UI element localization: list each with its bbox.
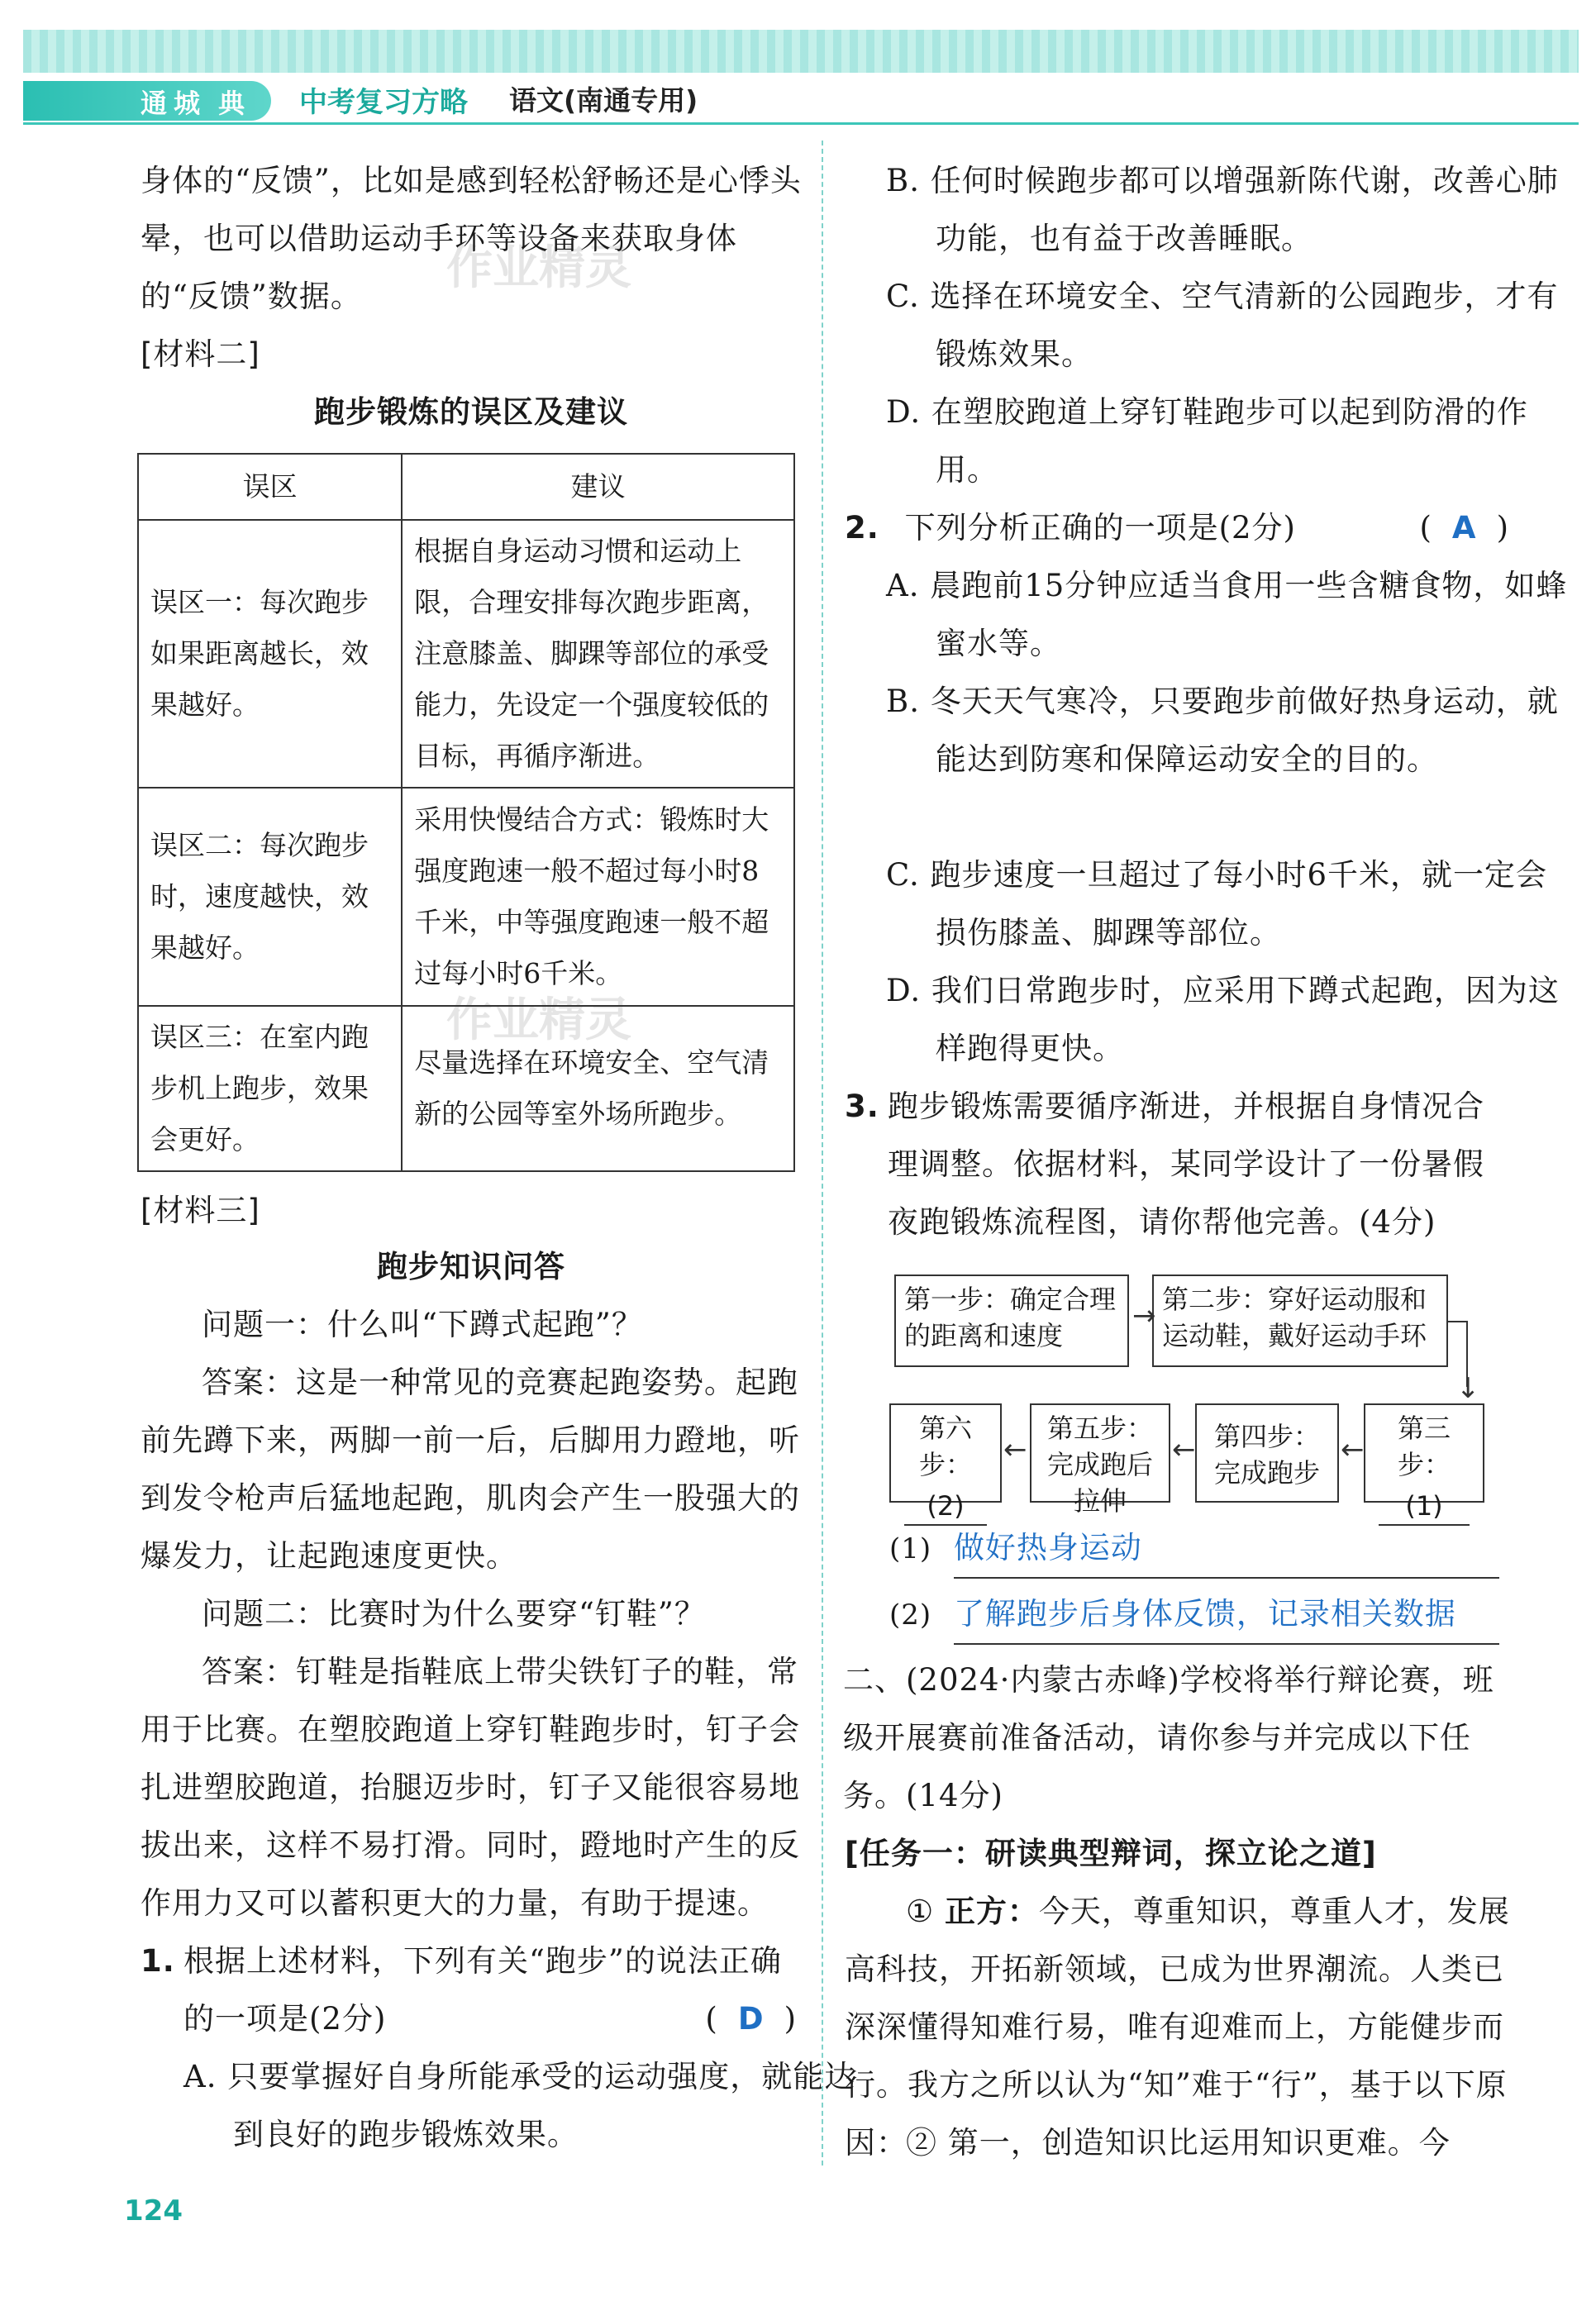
para-2-number: ② bbox=[906, 2125, 937, 2161]
q2-option-a: A. 晨跑前15分钟应适当食用一些含糖食物，如蜂蜜水等。 bbox=[886, 568, 1568, 661]
table-cell: 采用快慢结合方式：锻炼时大强度跑速一般不超过每小时8千米，中等强度跑速一般不超过每小时6千米。 bbox=[402, 788, 794, 1006]
table-header-cell: 误区 bbox=[138, 454, 402, 520]
table-cell: 尽量选择在环境安全、空气清新的公园等室外场所跑步。 bbox=[402, 1006, 794, 1171]
q2-answer: A bbox=[1451, 510, 1477, 546]
q1-option-c: C. 选择在环境安全、空气清新的公园跑步，才有锻炼效果。 bbox=[886, 279, 1559, 372]
debate-para-2 bbox=[845, 2114, 1514, 2172]
material1-tail: 身体的“反馈”，比如是感到轻松舒畅还是心悸头晕，也可以借助运动手环等设备来获取身体的“反馈”数据。 bbox=[141, 163, 802, 314]
q1-number: 1. bbox=[141, 1943, 175, 1979]
mcq-1 bbox=[141, 1932, 802, 2048]
flow-step-6-label: 第六步： bbox=[918, 1413, 972, 1480]
watermark-1: 作业精灵 bbox=[446, 241, 631, 295]
flow-step-3 bbox=[1364, 1403, 1484, 1522]
arrow-down-icon: ↓ bbox=[1456, 1372, 1480, 1405]
q1-option-d: D. 在塑胶跑道上穿钉鞋跑步可以起到防滑的作用。 bbox=[886, 394, 1528, 488]
table-cell: 根据自身运动习惯和运动上限，合理安排每次跑步距离，注意膝盖、脚踝等部位的承受能力，先设定一个强度较低的目标，再循序渐进。 bbox=[402, 520, 794, 788]
flow-step-3-blank: (1) bbox=[1379, 1488, 1470, 1526]
mcq-2 bbox=[845, 499, 1514, 557]
book-title: 中考复习方略 bbox=[299, 86, 468, 119]
q2-stem: 下列分析正确的一项是(2分) bbox=[904, 510, 1296, 546]
q1-paren-open: ( bbox=[705, 2001, 718, 2037]
arrow-left-icon: ← bbox=[1172, 1433, 1196, 1466]
table-cell: 误区三：在室内跑步机上跑步，效果会更好。 bbox=[138, 1006, 402, 1171]
section-2-intro: 二、(2024·内蒙古赤峰)学校将举行辩论赛，班级开展赛前准备活动，请你参与并完成以下任务。(14分) bbox=[843, 1662, 1494, 1813]
material3-title: 跑步知识问答 bbox=[377, 1249, 565, 1284]
table-cell: 误区一：每次跑步如果距离越长，效果越好。 bbox=[138, 520, 402, 788]
q1-option-b: B. 任何时候跑步都可以增强新陈代谢，改善心肺功能，也有益于改善睡眠。 bbox=[886, 163, 1559, 256]
arrow-left-icon: ← bbox=[1003, 1433, 1027, 1466]
flow-step-3-label: 第三步： bbox=[1397, 1413, 1451, 1480]
q3-number: 3. bbox=[845, 1089, 879, 1124]
fill-2-label: (2) bbox=[889, 1598, 932, 1632]
q1-stem bbox=[183, 1932, 802, 2048]
q2-option-c: C. 跑步速度一旦超过了每小时6千米，就一定会损伤膝盖、脚踝等部位。 bbox=[886, 857, 1548, 951]
q1-answer: D bbox=[737, 2001, 765, 2037]
table-cell: 误区二：每次跑步时，速度越快，效果越好。 bbox=[138, 788, 402, 1006]
fill-1-row bbox=[889, 1519, 1534, 1579]
flow-step-4: 第四步：完成跑步 bbox=[1195, 1403, 1339, 1503]
question1-text: 问题一：什么叫“下蹲式起跑”？ bbox=[202, 1307, 643, 1342]
header-pattern-bar bbox=[23, 30, 1579, 73]
misconception-table bbox=[137, 453, 795, 1172]
q2-paren-close: ) bbox=[1496, 510, 1509, 546]
table-row bbox=[138, 520, 794, 788]
column-divider bbox=[822, 141, 823, 2165]
q2-option-d: D. 我们日常跑步时，应采用下蹲式起跑，因为这样跑得更快。 bbox=[886, 973, 1560, 1066]
question2-text: 问题二：比赛时为什么要穿“钉鞋”？ bbox=[202, 1596, 706, 1632]
flow-step-1: 第一步：确定合理的距离和速度 bbox=[894, 1274, 1129, 1367]
answer2-text: 答案：钉鞋是指鞋底上带尖铁钉子的鞋，常用于比赛。在塑胶跑道上穿钉鞋跑步时，钉子会扎进塑胶跑道，抬腿迈步时，钉子又能很容易地拔出来，这样不易打滑。同时，蹬地时产生的反作用力又可以蓄积更大的力量，有助于提速。 bbox=[141, 1654, 800, 1921]
q3 bbox=[845, 1078, 1514, 1251]
q1-paren-close: ) bbox=[784, 2001, 797, 2037]
fill-1-label: (1) bbox=[889, 1532, 932, 1565]
q2-answer-slot bbox=[1419, 499, 1509, 557]
para-1-text: 今天，尊重知识，尊重人才，发展高科技，开拓新领域，已成为世界潮流。人类已深深懂得知难行易，唯有迎难而上，方能健步而行。我方之所以认为“知”难于“行”，基于以下原因： bbox=[845, 1894, 1510, 2161]
q1-stem-text: 根据上述材料，下列有关“跑步”的说法正确的一项是(2分) bbox=[183, 1943, 782, 2037]
fill-2-answer: 了解跑步后身体反馈，记录相关数据 bbox=[954, 1585, 1499, 1645]
flow-step-6 bbox=[889, 1403, 1002, 1522]
table-header-row bbox=[138, 454, 794, 520]
para-1-number: ① bbox=[906, 1894, 935, 1929]
arrow-left-icon: ← bbox=[1341, 1433, 1365, 1466]
answer1-text: 答案：这是一种常见的竞赛起跑姿势。起跑前先蹲下来，两脚一前一后，后脚用力蹬地，听到发令枪声后猛地起跑，肌肉会产生一股强大的爆发力，让起跑速度更快。 bbox=[141, 1365, 800, 1574]
flow-step-2: 第二步：穿好运动服和运动鞋，戴好运动手环 bbox=[1152, 1274, 1448, 1367]
q2-option-b: B. 冬天天气寒冷，只要跑步前做好热身运动，就能达到防寒和保障运动安全的目的。 bbox=[886, 684, 1559, 777]
connector-line bbox=[1448, 1321, 1466, 1322]
material2-title: 跑步锻炼的误区及建议 bbox=[314, 394, 628, 430]
watermark-2: 作业精灵 bbox=[446, 993, 631, 1047]
table-row bbox=[138, 788, 794, 1006]
q1-option-a: A. 只要掌握好自身所能承受的运动强度，就能达到良好的跑步锻炼效果。 bbox=[183, 2059, 856, 2152]
material2-tag: [材料二] bbox=[141, 336, 260, 372]
para-1-lead: 正方： bbox=[944, 1894, 1039, 1929]
brand-name: 通城 典 bbox=[141, 88, 252, 119]
q3-stem: 跑步锻炼需要循序渐进，并根据自身情况合理调整。依据材料，某同学设计了一份暑假夜跑锻炼流程图，请你帮他完善。(4分) bbox=[888, 1089, 1484, 1240]
subject-title: 语文(南通专用) bbox=[509, 84, 698, 117]
table-header-cell: 建议 bbox=[402, 454, 794, 520]
page-number: 124 bbox=[124, 2194, 183, 2227]
fill-1-answer: 做好热身运动 bbox=[954, 1519, 1499, 1579]
q2-paren-open: ( bbox=[1419, 510, 1432, 546]
fill-2-row bbox=[889, 1585, 1534, 1645]
flow-step-5: 第五步：完成跑后拉伸 bbox=[1030, 1403, 1170, 1503]
arrow-right-icon: → bbox=[1132, 1299, 1156, 1332]
para-2-text: 第一，创造知识比运用知识更难。今 bbox=[947, 2125, 1451, 2161]
task-1-heading: [任务一：研读典型辩词，探立论之道] bbox=[845, 1836, 1377, 1871]
page-header bbox=[0, 0, 1596, 124]
header-rule bbox=[23, 122, 1579, 125]
q1-answer-slot bbox=[705, 1990, 797, 2048]
flow-step-6-blank: (2) bbox=[904, 1488, 987, 1526]
table-row bbox=[138, 1006, 794, 1171]
material3-tag: [材料三] bbox=[141, 1193, 260, 1228]
q2-number: 2. bbox=[845, 510, 879, 546]
